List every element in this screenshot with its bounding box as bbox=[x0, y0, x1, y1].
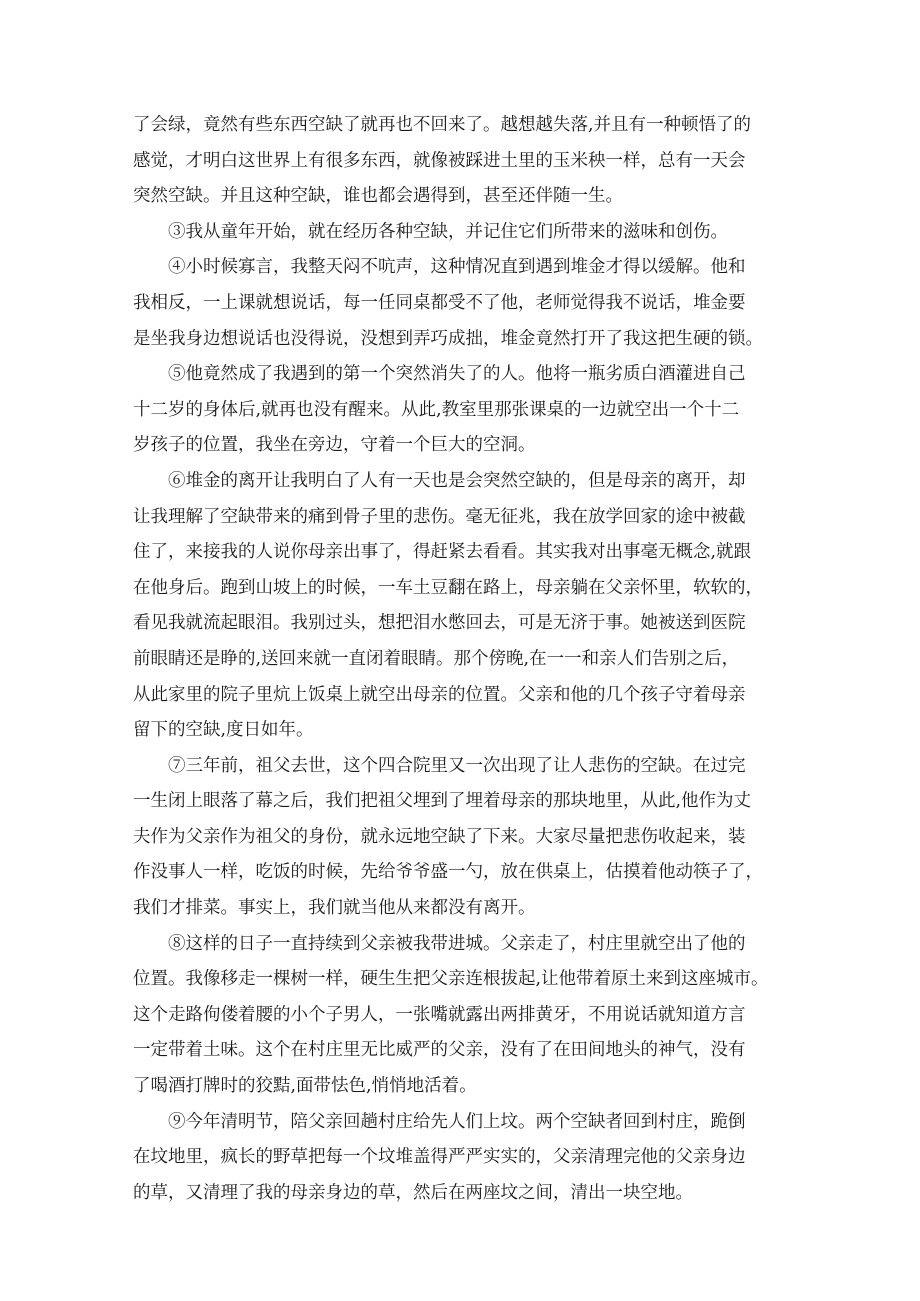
paragraph-7 bbox=[133, 749, 793, 927]
text-line: 我相反，一上课就想说话，每一任同桌都受不了他，老师觉得我不说话，堆金要 bbox=[133, 292, 746, 313]
text-line: 十二岁的身体后,就再也没有醒来。从此,教室里那张课桌的一边就空出一个十二 bbox=[133, 399, 740, 420]
text-line: 位置。我像移走一棵树一样，硬生生把父亲连根拔起,让他带着原土来到这座城市。 bbox=[133, 969, 769, 990]
paragraph-9 bbox=[133, 1105, 793, 1212]
document-page bbox=[133, 108, 793, 1211]
text-line: 突然空缺。并且这种空缺，谁也都会遇得到，甚至还伴随一生。 bbox=[133, 186, 623, 207]
paragraph-4 bbox=[133, 250, 793, 357]
text-line: 夫作为父亲作为祖父的身份，就永远地空缺了下来。大家尽量把悲伤收起来，装 bbox=[133, 826, 746, 847]
text-line: 了喝酒打牌时的狡黠,面带怯色,悄悄地活着。 bbox=[133, 1076, 477, 1097]
text-line: 的草，又清理了我的母亲身边的草，然后在两座坟之间，清出一块空地。 bbox=[133, 1182, 693, 1203]
text-line: ③我从童年开始，就在经历各种空缺，并记住它们所带来的滋味和创伤。 bbox=[168, 221, 728, 242]
text-line: 看见我就流起眼泪。我别过头，想把泪水憋回去，可是无济于事。她被送到医院 bbox=[133, 613, 746, 634]
text-line: ⑧这样的日子一直持续到父亲被我带进城。父亲走了，村庄里就空出了他的 bbox=[168, 933, 746, 954]
paragraph-continuation bbox=[133, 108, 793, 215]
text-line: 作没事人一样，吃饭的时候，先给爷爷盛一勺，放在供桌上，估摸着他动筷子了， bbox=[133, 862, 763, 883]
text-line: 岁孩子的位置，我坐在旁边，守着一个巨大的空洞。 bbox=[133, 435, 536, 456]
text-line: ⑨今年清明节，陪父亲回趟村庄给先人们上坟。两个空缺者回到村庄，跪倒 bbox=[168, 1111, 746, 1132]
text-line: 是坐我身边想说话也没得说，没想到弄巧成拙，堆金竟然打开了我这把生硬的锁。 bbox=[133, 328, 763, 349]
text-line: ④小时候寡言，我整天闷不吭声，这种情况直到遇到堆金才得以缓解。他和 bbox=[168, 257, 746, 278]
paragraph-8 bbox=[133, 927, 793, 1105]
text-line: 在坟地里，疯长的野草把每一个坟堆盖得严严实实的，父亲清理完他的父亲身边 bbox=[133, 1147, 746, 1168]
text-line: 一定带着土味。这个在村庄里无比威严的父亲，没有了在田间地头的神气，没有 bbox=[133, 1040, 746, 1061]
paragraph-6 bbox=[133, 464, 793, 749]
text-line: 我们才排菜。事实上，我们就当他从来都没有离开。 bbox=[133, 898, 536, 919]
paragraph-3 bbox=[133, 215, 793, 251]
text-line: 感觉，才明白这世界上有很多东西，就像被踩进土里的玉米秧一样，总有一天会 bbox=[133, 150, 746, 171]
text-line: 前眼睛还是睁的,送回来就一直闭着眼睛。那个傍晚,在一一和亲人们告别之后， bbox=[133, 648, 740, 669]
text-line: 让我理解了空缺带来的痛到骨子里的悲伤。毫无征兆，我在放学回家的途中被截 bbox=[133, 506, 746, 527]
text-line: 留下的空缺,度日如年。 bbox=[133, 720, 314, 741]
paragraph-5 bbox=[133, 357, 793, 464]
text-line: 这个走路佝偻着腰的小个子男人，一张嘴就露出两排黄牙，不用说话就知道方言 bbox=[133, 1004, 746, 1025]
text-line: 一生闭上眼落了幕之后，我们把祖父埋到了埋着母亲的那块地里，从此,他作为丈 bbox=[133, 791, 752, 812]
text-line: ⑥堆金的离开让我明白了人有一天也是会突然空缺的，但是母亲的离开，却 bbox=[168, 470, 746, 491]
text-line: 了会绿，竟然有些东西空缺了就再也不回来了。越想越失落,并且有一种顿悟了的 bbox=[133, 115, 752, 135]
text-line: 住了，来接我的人说你母亲出事了，得赶紧去看看。其实我对出事毫无概念,就跟 bbox=[133, 542, 752, 563]
text-line: ⑦三年前，祖父去世，这个四合院里又一次出现了让人悲伤的空缺。在过完 bbox=[168, 755, 746, 776]
text-line: ⑤他竟然成了我遇到的第一个突然消失了的人。他将一瓶劣质白酒灌进自己 bbox=[168, 364, 746, 385]
text-line: 在他身后。跑到山坡上的时候，一车土豆翻在路上，母亲躺在父亲怀里，软软的， bbox=[133, 577, 763, 598]
text-line: 从此家里的院子里炕上饭桌上就空出母亲的位置。父亲和他的几个孩子守着母亲 bbox=[133, 684, 746, 705]
